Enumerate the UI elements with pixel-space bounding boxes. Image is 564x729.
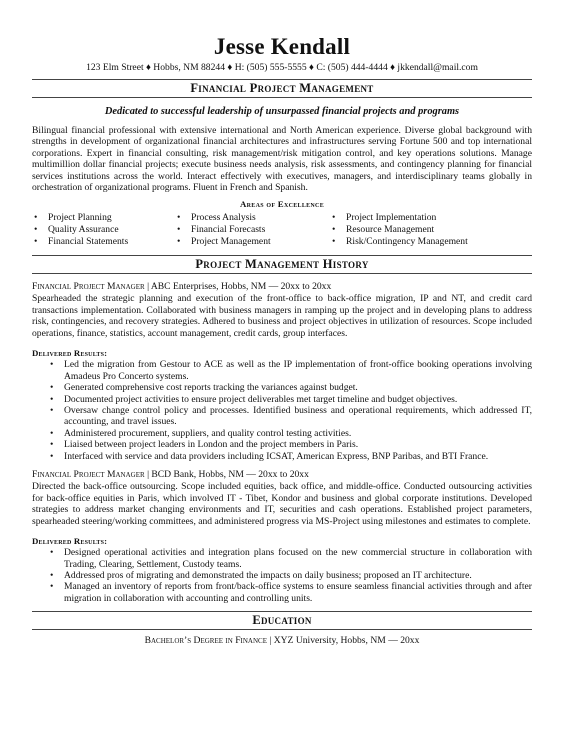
result-item: • Interfaced with service and data providers including ICSAT, American Express, BNP Paribas, and BTI France. xyxy=(32,451,532,462)
area-item: • Financial Statements xyxy=(32,236,175,248)
area-item: • Project Implementation xyxy=(330,212,468,224)
area-item: • Risk/Contingency Management xyxy=(330,236,468,248)
result-item: • Addressed pros of migrating and demonstrated the impacts on daily business; proposed an IT architecture. xyxy=(32,570,532,581)
areas-column-2 xyxy=(175,212,330,248)
areas-of-excellence-heading: Areas of Excellence xyxy=(240,199,324,210)
job-2-header xyxy=(32,469,532,481)
area-item: • Quality Assurance xyxy=(32,224,175,236)
education-entry xyxy=(32,634,532,647)
history-heading: Project Management History xyxy=(32,255,532,274)
area-item: • Financial Forecasts xyxy=(175,224,330,236)
result-item: • Managed an inventory of reports from front/back-office systems to ensure seamless financial activities through and after migration in collaboration with accounting and controlling units. xyxy=(32,581,532,604)
school: | XYZ University, Hobbs, NM — 20xx xyxy=(266,635,420,647)
job-2-role: Financial Project Manager xyxy=(32,469,145,481)
tagline: Dedicated to successful leadership of unsurpassed financial projects and programs xyxy=(104,106,460,117)
job-1-description: Spearheaded the strategic planning and execution of the front-office to back-office migration, IP and NT, and credit card transactions implementation. Collaborated with business managers in ramping up the project and in developing plans to address risk, contingencies, and recovery strategies. Adhered to business and project objectives in utilization of resources. Scope included operations, finance, statistics, account management, credit cards, group interfaces. xyxy=(32,293,532,339)
result-item: • Oversaw change control policy and processes. Identified business and operational requirements, which addressed IT, accounting, and travel issues. xyxy=(32,405,532,428)
result-item: • Designed operational activities and integration plans focused on the new commercial structure in collaboration with Trading, Clearing, Settlement, Custody teams. xyxy=(32,547,532,570)
degree: Bachelor’s Degree in Finance xyxy=(144,635,267,647)
candidate-name: Jesse Kendall xyxy=(213,34,351,59)
job-1-results-label: Delivered Results: xyxy=(32,348,108,359)
education-heading: Education xyxy=(32,611,532,630)
contact-info: 123 Elm Street ♦ Hobbs, NM 88244 ♦ H: (505) 555-5555 ♦ C: (505) 444-4444 ♦ jkkendall@mail.com xyxy=(86,62,478,73)
job-2-employer: | BCD Bank, Hobbs, NM — 20xx to 20xx xyxy=(144,469,309,481)
result-item: • Led the migration from Gestour to ACE as well as the IP implementation of front-office booking operations involving Amadeus Pro Concerto systems. xyxy=(32,359,532,382)
job-1-results xyxy=(32,359,532,462)
result-item: • Administered procurement, suppliers, and quality control testing activities. xyxy=(32,428,532,439)
job-2-results-label: Delivered Results: xyxy=(32,536,108,547)
areas-column-3 xyxy=(330,212,468,248)
job-2-description: Directed the back-office outsourcing. Scope included equities, back office, and middle-office. Conducted outsourcing activities for back-office equities in Paris, which involved IT - Tibet, Kondor and business and global corporate institutions. Developed strategies to address market changing environments and IT, securities and cash operations. Established project parameters, spearheaded steering/working committees, and administered progress via MS-Project using milestones and estimates to complete. xyxy=(32,481,532,527)
professional-title: Financial Project Management xyxy=(32,79,532,98)
job-1-header xyxy=(32,281,532,293)
areas-of-excellence-list xyxy=(32,212,532,248)
job-1-employer: | ABC Enterprises, Hobbs, NM — 20xx to 20xx xyxy=(144,281,332,293)
area-item: • Project Planning xyxy=(32,212,175,224)
result-item: • Generated comprehensive cost reports tracking the variances against budget. xyxy=(32,382,532,393)
job-1-role: Financial Project Manager xyxy=(32,281,145,293)
areas-column-1 xyxy=(32,212,175,248)
job-2-results xyxy=(32,547,532,604)
area-item: • Resource Management xyxy=(330,224,468,236)
summary-paragraph: Bilingual financial professional with extensive international and North American experience. Diverse global background with strengths in development of organizational financial architectures and infrastructures serving Fortune 500 and top international corporations. Expert in financial consulting, risk management/risk mitigation control, and key operations solutions. Manage multimillion dollar financial projects; execute business needs analysis, risk assessments, and contingency planning for financial services institutions across the world. Interact effectively with executives, managers, and interdisciplinary teams globally in orchestration of organizational programs. Fluent in French and Spanish. xyxy=(32,125,532,194)
area-item: • Process Analysis xyxy=(175,212,330,224)
result-item: • Documented project activities to ensure project deliverables met target timeline and budget objectives. xyxy=(32,394,532,405)
result-item: • Liaised between project leaders in London and the project members in Paris. xyxy=(32,439,532,450)
area-item: • Project Management xyxy=(175,236,330,248)
